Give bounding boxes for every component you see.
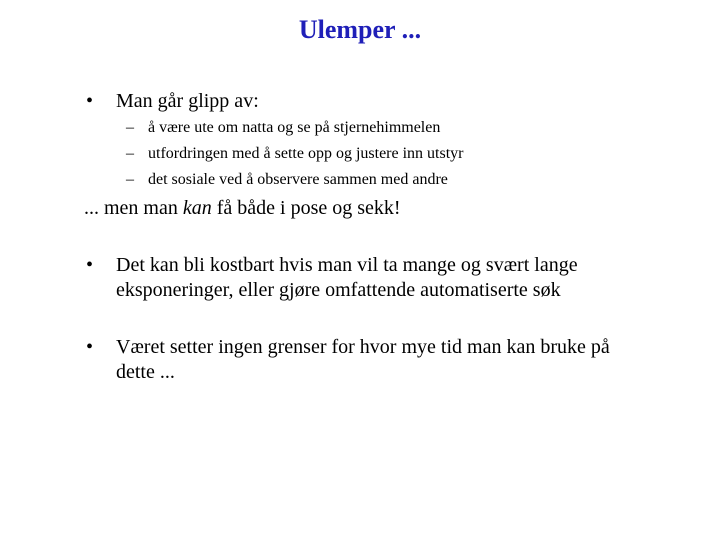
conclusion-after: få både i pose og sekk! xyxy=(211,197,401,219)
bullet-point-1: Man går glipp av: xyxy=(116,90,259,112)
bullet-point-2-line-1: Det kan bli kostbart hvis man vil ta mange og svært lange xyxy=(116,254,578,276)
bullet-point-3-line-1: Været setter ingen grenser for hvor mye tid man kan bruke på xyxy=(116,336,610,358)
sub-item-2: utfordringen med å sette opp og justere inn utstyr xyxy=(148,145,464,162)
bullet-icon: • xyxy=(86,254,94,276)
slide-title: Ulemper ... xyxy=(298,15,422,44)
conclusion-line xyxy=(84,195,401,221)
dash-icon: – xyxy=(126,171,134,188)
conclusion-before: ... men man xyxy=(84,197,183,219)
conclusion-emphasis: kan xyxy=(182,197,212,219)
bullet-point-3-line-2: dette ... xyxy=(116,361,175,383)
bullet-icon: • xyxy=(86,90,94,112)
sub-item-1: å være ute om natta og se på stjernehimmelen xyxy=(148,119,441,136)
sub-item-3: det sosiale ved å observere sammen med andre xyxy=(148,171,448,188)
dash-icon: – xyxy=(126,145,134,162)
bullet-icon: • xyxy=(86,336,94,358)
dash-icon: – xyxy=(126,119,134,136)
bullet-point-2-line-2: eksponeringer, eller gjøre omfattende automatiserte søk xyxy=(116,279,561,301)
